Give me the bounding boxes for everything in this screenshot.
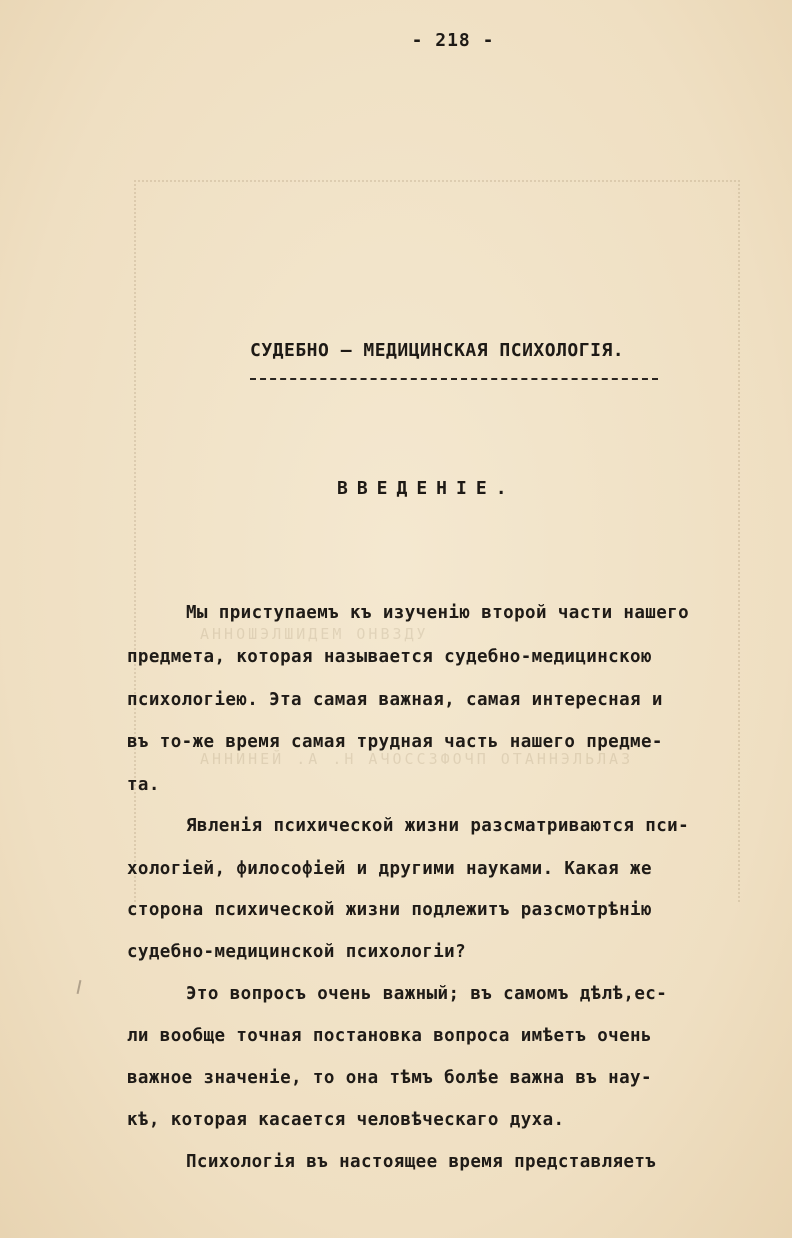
text-line: кѣ, которая касается человѣческаго духа.: [127, 1110, 565, 1130]
stray-ink-mark: [77, 980, 82, 994]
text-line: Явленія психической жизни разсматриваются пси-: [186, 816, 690, 836]
chapter-title: СУДЕБНО – МЕДИЦИНСКАЯ ПСИХОЛОГІЯ.: [250, 340, 625, 361]
text-line: сторона психической жизни подлежитъ разсмотрѣнію: [127, 900, 652, 920]
text-line: важное значеніе, то она тѣмъ болѣе важна въ нау-: [127, 1068, 652, 1088]
bleed-through-text: АННИНЕЙ .А .Н АЧОССЗФОЧП ОТАННЭЛЬЛАЗ: [200, 750, 634, 768]
page-number: - 218 -: [411, 30, 495, 51]
text-line: психологіею. Эта самая важная, самая интересная и: [127, 690, 663, 710]
text-line: предмета, которая называется судебно-медицинскою: [127, 647, 652, 667]
text-line: Психологія въ настоящее время представляетъ: [186, 1152, 657, 1172]
section-heading: ВВЕДЕНІЕ.: [337, 478, 516, 499]
text-line: въ то-же время самая трудная часть нашего предме-: [127, 732, 663, 752]
text-line: та.: [127, 775, 160, 795]
bleed-through-frame: [134, 180, 740, 902]
text-line: Это вопросъ очень важный; въ самомъ дѣлѣ,ес-: [186, 984, 668, 1004]
title-underline: [250, 378, 658, 380]
bleed-through-text: АННОШЭЛШИДЕМ ОНВЗДУ: [200, 625, 429, 643]
text-line: Мы приступаемъ къ изученію второй части нашего: [186, 603, 690, 623]
text-line: хологіей, философіей и другими науками. Какая же: [127, 859, 652, 879]
text-line: судебно-медицинской психологіи?: [127, 942, 467, 962]
text-line: ли вообще точная постановка вопроса имѣетъ очень: [127, 1026, 652, 1046]
